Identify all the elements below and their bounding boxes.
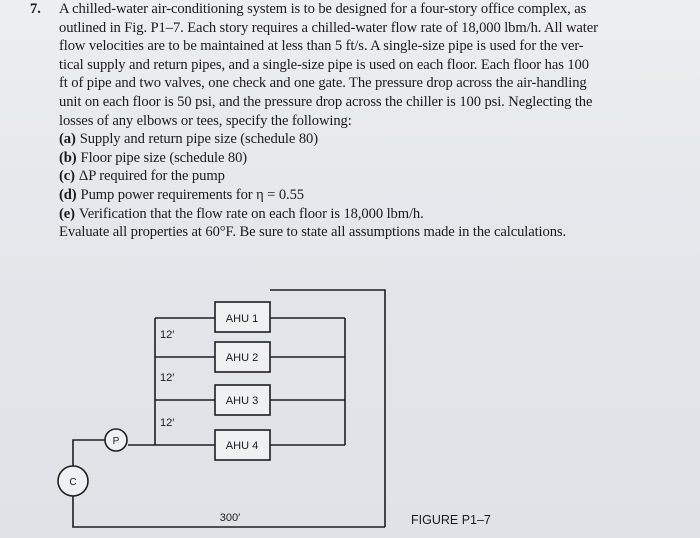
ahu-label: AHU 4 (225, 440, 259, 452)
return-riser (270, 290, 385, 527)
part-label: (b) (59, 149, 77, 166)
ahu-2 (215, 342, 270, 372)
problem-line: A chilled-water air-conditioning system is to be designed for a four-story office complex, as (59, 1, 587, 17)
ahu-label: AHU 1 (225, 313, 259, 325)
problem-number: 7. (30, 1, 41, 17)
problem-line: losses of any elbows or tees, specify the following: (59, 112, 352, 129)
floor-height-label: 12′ (160, 372, 175, 384)
ahu-label: AHU 3 (225, 395, 259, 407)
pump-to-chiller-pipe (73, 440, 105, 466)
ahu-1 (215, 302, 270, 332)
part-label: (d) (59, 186, 77, 203)
ahu-label: AHU 2 (225, 352, 259, 364)
part-text: Pump power requirements for η = 0.55 (80, 186, 304, 203)
chiller-label: C (69, 477, 77, 488)
problem-line: outlined in Fig. P1–7. Each story requires a chilled-water flow rate of 18,000 lbm/h. All water (59, 19, 598, 36)
part-text: Floor pipe size (schedule 80) (80, 149, 248, 166)
part-text: Verification that the flow rate on each floor is 18,000 lbm/h. (78, 205, 424, 222)
part-label: (e) (59, 205, 75, 222)
pipe-length-label: 300′ (219, 512, 241, 524)
closing-line: Evaluate all properties at 60°F. Be sure to state all assumptions made in the calculations. (59, 224, 567, 241)
part-label: (a) (59, 131, 76, 148)
problem-line: unit on each floor is 50 psi, and the pressure drop across the chiller is 100 psi. Neglecting the (59, 93, 593, 110)
part-label: (c) (59, 168, 75, 185)
chiller (58, 466, 88, 496)
problem-line: ft of pipe and two valves, one check and one gate. The pressure drop across the air-handling (59, 75, 587, 92)
pump-label: P (112, 436, 120, 447)
floor-height-label: 12′ (160, 417, 175, 429)
pump (105, 429, 127, 451)
problem-line: tical supply and return pipes, and a single-size pipe is used on each floor. Each floor has 100 (59, 56, 589, 73)
problem-line: flow velocities are to be maintained at less than 5 ft/s. A single-size pipe is used for the ver- (59, 38, 584, 55)
figure-caption: FIGURE P1–7 (411, 513, 491, 527)
ahu-3 (215, 385, 270, 415)
floor-height-label: 12′ (160, 329, 175, 341)
ahu-4 (215, 430, 270, 460)
part-text: ΔP required for the pump (78, 168, 225, 185)
part-text: Supply and return pipe size (schedule 80) (79, 131, 318, 148)
